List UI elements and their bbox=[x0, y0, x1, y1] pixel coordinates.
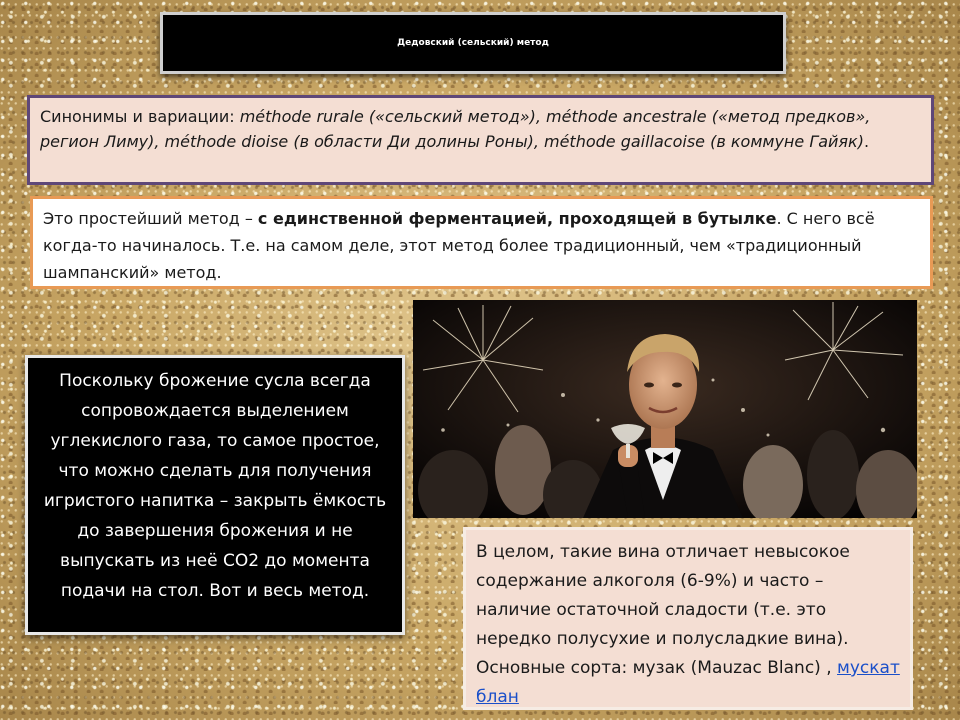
muscat-link[interactable]: мускат блан bbox=[476, 658, 900, 707]
synonyms-prefix: Синонимы и вариации: bbox=[40, 107, 240, 126]
slide-title: Дедовский (сельский) метод bbox=[397, 38, 549, 48]
simple-method-suffix: . С него всё когда-то начиналось. Т.е. на самом деле, этот метод более традиционный, чем «традиционный шампанский» метод. bbox=[43, 209, 875, 282]
fermentation-text: Поскольку брожение сусла всегда сопровождается выделением углекислого газа, то самое простое, что можно сделать для получения игристого напитка – закрыть ёмкость до завершения брожения и не выпускать из неё CO2 до момента подачи на стол. Вот и весь метод. bbox=[43, 371, 387, 601]
synonym-term: méthode gaillacoise bbox=[543, 132, 706, 151]
toast-photo bbox=[413, 300, 917, 518]
toast-illustration bbox=[413, 300, 917, 518]
simple-method-highlight: с единственной ферментацией, проходящей в бутылке bbox=[257, 209, 777, 228]
slide-title-bar bbox=[160, 12, 786, 74]
simple-method-box bbox=[30, 196, 933, 289]
summary-text: В целом, такие вина отличает невысокое содержание алкоголя (6-9%) и часто – наличие остаточной сладости (т.е. это нередко полусухие и полусладкие вина). Основные сорта: музак (Mauzac Blanc) , bbox=[476, 542, 850, 678]
synonym-gloss: (в коммуне Гайяк) bbox=[705, 132, 864, 151]
fermentation-box bbox=[25, 355, 405, 635]
simple-method-prefix: Это простейший метод – bbox=[43, 209, 258, 228]
synonyms-box bbox=[27, 95, 934, 185]
synonym-term: méthode dioise bbox=[164, 132, 289, 151]
summary-box bbox=[463, 527, 913, 710]
synonym-gloss: («сельский метод»), bbox=[363, 107, 547, 126]
synonym-term: méthode ancestrale bbox=[546, 107, 707, 126]
synonym-gloss: (в области Ди долины Роны), bbox=[288, 132, 544, 151]
synonym-gloss: («метод предков», регион Лиму), bbox=[40, 107, 871, 151]
synonyms-suffix: . bbox=[863, 132, 870, 151]
synonym-term: méthode rurale bbox=[239, 107, 364, 126]
